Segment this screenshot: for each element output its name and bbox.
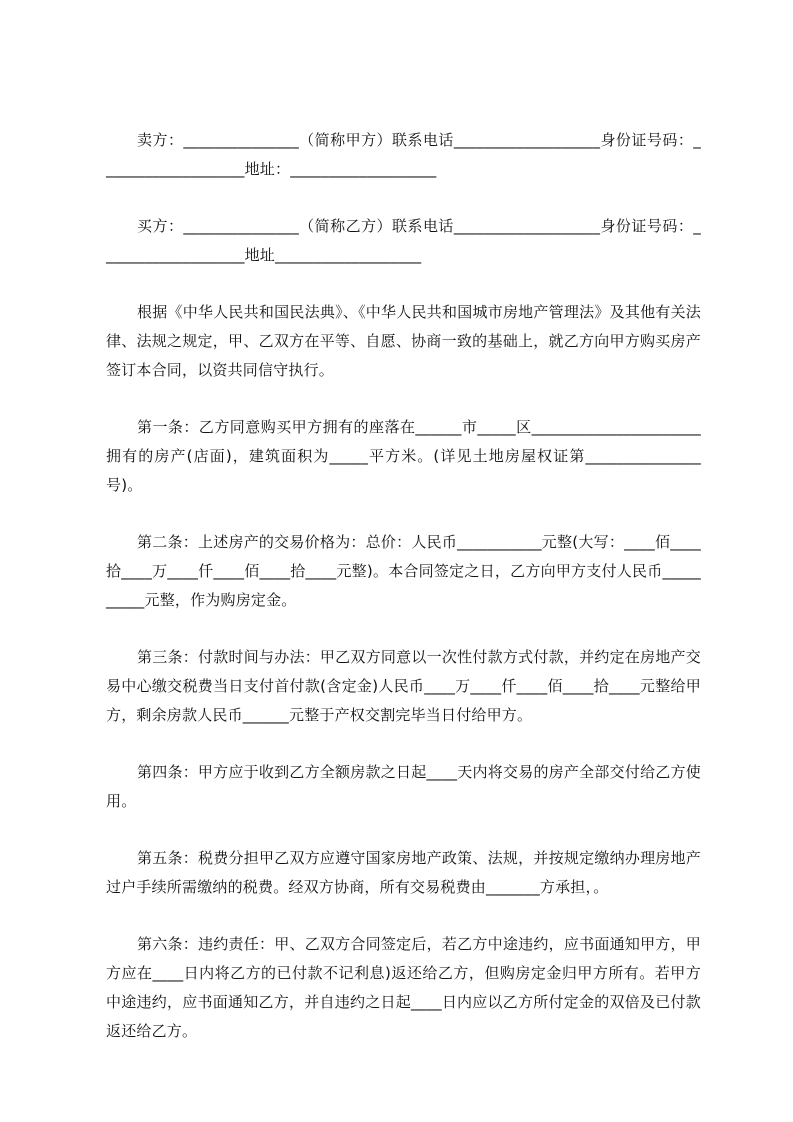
article-4-paragraph: 第四条：甲方应于收到乙方全额房款之日起____天内将交易的房产全部交付给乙方使用。: [106, 763, 701, 810]
contract-body: [106, 126, 701, 1046]
seller-info-paragraph: 卖方：_______________（简称甲方）联系电话___________________身份证号码：___________________地址：___________________: [106, 131, 701, 178]
paragraph-gap: [106, 730, 701, 758]
paragraph-gap: [106, 184, 701, 212]
paragraph-gap: [106, 270, 701, 298]
article-5-paragraph: 第五条：税费分担甲乙双方应遵守国家房地产政策、法规，并按规定缴纳办理房地产过户手续所需缴纳的税费。经双方协商，所有交易税费由_______方承担，。: [106, 849, 701, 896]
article-6-paragraph: 第六条：违约责任：甲、乙双方合同签定后，若乙方中途违约，应书面通知甲方，甲方应在____日内将乙方的已付款不记利息)返还给乙方，但购房定金归甲方所有。若甲方中途违约，应书面通知乙方，并自违约之日起____日内应以乙方所付定金的双倍及已付款返还给乙方。: [106, 935, 701, 1040]
preamble-paragraph: 根据《中华人民共和国民法典》、《中华人民共和国城市房地产管理法》及其他有关法律、法规之规定，甲、乙双方在平等、自愿、协商一致的基础上，就乙方向甲方购买房产签订本合同，以资共同信守执行。: [106, 303, 701, 379]
paragraph-gap: [106, 615, 701, 643]
article-1-paragraph: 第一条：乙方同意购买甲方拥有的座落在______市_____区______________________拥有的房产(店面)，建筑面积为_____平方米。(详见土地房屋权证第_______________号)。: [106, 418, 701, 494]
buyer-info-paragraph: 买方：_______________（简称乙方）联系电话___________________身份证号码：___________________地址___________________: [106, 217, 701, 264]
article-2-paragraph: 第二条：上述房产的交易价格为：总价：人民币___________元整(大写：____佰____拾____万____仟____佰____拾____元整)。本合同签定之日，乙方向甲方支付人民币__________元整，作为购房定金。: [106, 533, 701, 609]
paragraph-gap: [106, 816, 701, 844]
paragraph-gap: [106, 385, 701, 413]
paragraph-gap: [106, 902, 701, 930]
article-3-paragraph: 第三条：付款时间与办法：甲乙双方同意以一次性付款方式付款，并约定在房地产交易中心缴交税费当日支付首付款(含定金)人民币____万____仟____佰____拾____元整给甲方，剩余房款人民币______元整于产权交割完毕当日付给甲方。: [106, 648, 701, 724]
paragraph-gap: [106, 500, 701, 528]
